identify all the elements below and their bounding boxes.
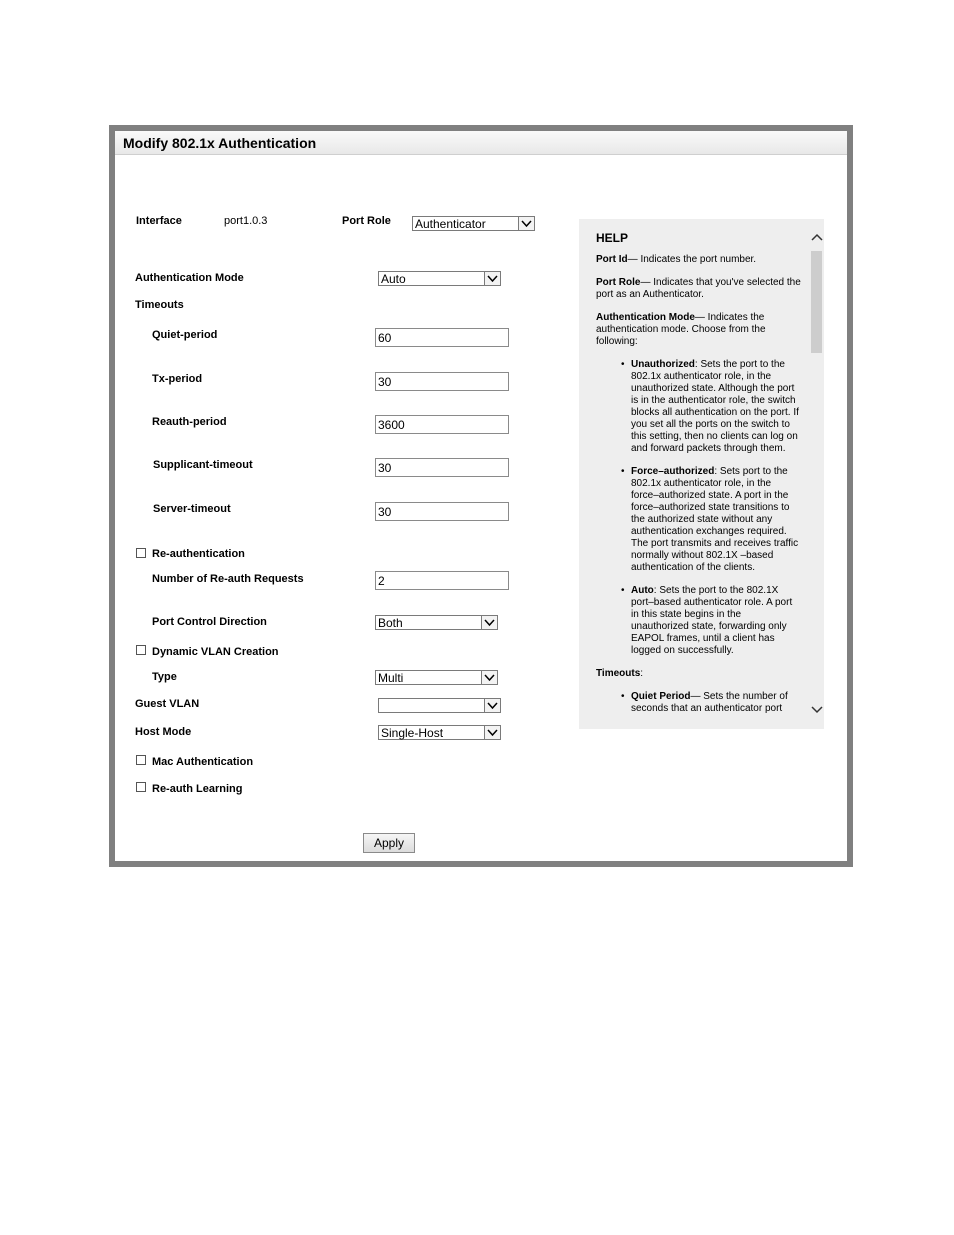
type-select[interactable] xyxy=(375,670,498,685)
chevron-down-icon[interactable] xyxy=(481,671,497,684)
supplicant-timeout-field[interactable] xyxy=(376,459,508,476)
server-timeout-input[interactable] xyxy=(375,502,509,521)
tx-period-field[interactable] xyxy=(376,373,508,390)
help-scrollbar[interactable] xyxy=(810,219,824,729)
mac-auth-label: Mac Authentication xyxy=(152,756,254,768)
tx-period-input[interactable] xyxy=(375,372,509,391)
type-label: Type xyxy=(152,671,177,683)
help-force-authorized-text: : Sets port to the 802.1x authenticator role, in the force–authorized state. A port in the force–authorized state transitions to the authorized state without any authentication exchanges required. The port transmits and receives traffic normally without 802.1X –based authentication of the clients. xyxy=(631,466,799,573)
help-scroll-thumb[interactable] xyxy=(811,251,822,353)
reauth-requests-field[interactable] xyxy=(376,572,508,589)
help-auto-term: Auto xyxy=(631,585,654,596)
help-timeouts-heading xyxy=(596,668,801,680)
port-role-selected: Authenticator xyxy=(415,217,486,231)
chevron-down-icon[interactable] xyxy=(481,616,497,629)
port-role-select[interactable] xyxy=(412,216,535,231)
host-mode-label: Host Mode xyxy=(135,726,192,738)
auth-mode-selected: Auto xyxy=(381,272,406,286)
port-control-select[interactable] xyxy=(375,615,498,630)
dialog-body xyxy=(115,131,847,861)
help-auto-item xyxy=(631,585,801,657)
help-force-authorized-term: Force–authorized xyxy=(631,466,715,477)
interface-value: port1.0.3 xyxy=(224,215,268,227)
auth-mode-label: Authentication Mode xyxy=(135,272,244,284)
dialog-frame xyxy=(109,125,853,867)
help-auto-text: : Sets the port to the 802.1X port–based authenticator role. A port in this state begins in the unauthorized state, forwarding only EAPOL frames, until a client has logged on successfully. xyxy=(631,585,793,656)
port-control-label: Port Control Direction xyxy=(152,616,267,628)
interface-label: Interface xyxy=(136,215,182,227)
reauth-period-label: Reauth-period xyxy=(152,416,227,428)
server-timeout-field[interactable] xyxy=(376,503,508,520)
quiet-period-label: Quiet-period xyxy=(152,329,218,341)
chevron-down-icon[interactable] xyxy=(484,272,500,285)
host-mode-select[interactable] xyxy=(378,725,501,740)
reauth-period-input[interactable] xyxy=(375,415,509,434)
help-port-role-text: — Indicates that you've selected the port as an Authenticator. xyxy=(596,277,801,300)
help-unauthorized-text: : Sets the port to the 802.1x authenticator role, in the unauthorized state. Although the port is in the authenticator role, the switch blocks all authentication on the port. If you set all the ports on the switch to this setting, then no clients can log on and forward packets through them. xyxy=(631,359,799,454)
chevron-down-icon[interactable] xyxy=(811,705,823,717)
help-port-id-term: Port Id xyxy=(596,254,628,265)
reauth-learning-checkbox[interactable] xyxy=(136,782,146,792)
reauthentication-checkbox[interactable] xyxy=(136,548,146,558)
guest-vlan-select[interactable] xyxy=(378,698,501,713)
port-role-label: Port Role xyxy=(342,215,391,227)
supplicant-timeout-label: Supplicant-timeout xyxy=(153,459,253,471)
help-auth-mode-term: Authentication Mode xyxy=(596,312,695,323)
help-unauthorized-term: Unauthorized xyxy=(631,359,695,370)
dynamic-vlan-checkbox[interactable] xyxy=(136,645,146,655)
dialog-titlebar xyxy=(115,131,847,155)
supplicant-timeout-input[interactable] xyxy=(375,458,509,477)
quiet-period-input[interactable] xyxy=(375,328,509,347)
help-quiet-term: Quiet Period xyxy=(631,691,691,702)
reauth-requests-label: Number of Re-auth Requests xyxy=(152,573,304,585)
help-auth-mode-text: — Indicates the authentication mode. Choose from the following: xyxy=(596,312,766,347)
help-quiet-item xyxy=(631,691,801,715)
chevron-down-icon[interactable] xyxy=(484,699,500,712)
help-port-id-text: — Indicates the port number. xyxy=(627,254,757,265)
dialog-title: Modify 802.1x Authentication xyxy=(123,135,317,151)
type-selected: Multi xyxy=(378,671,404,685)
reauth-requests-input[interactable] xyxy=(375,571,509,590)
help-timeouts-heading-text: Timeouts xyxy=(596,668,641,679)
help-mode-list xyxy=(596,359,801,657)
help-port-role xyxy=(596,277,801,301)
chevron-up-icon[interactable] xyxy=(811,233,823,245)
help-timeouts-colon: : xyxy=(640,668,644,679)
server-timeout-label: Server-timeout xyxy=(153,503,231,515)
help-port-id xyxy=(596,254,801,266)
help-content xyxy=(596,231,801,726)
mac-auth-checkbox[interactable] xyxy=(136,755,146,765)
chevron-down-icon[interactable] xyxy=(518,217,534,230)
apply-button[interactable]: Apply xyxy=(363,833,415,853)
help-port-role-term: Port Role xyxy=(596,277,641,288)
help-force-authorized-item xyxy=(631,466,801,574)
help-auth-mode xyxy=(596,312,801,348)
help-timeouts-list xyxy=(596,691,801,715)
guest-vlan-label: Guest VLAN xyxy=(135,698,200,710)
reauth-period-field[interactable] xyxy=(376,416,508,433)
auth-mode-select[interactable] xyxy=(378,271,501,286)
timeouts-label: Timeouts xyxy=(135,299,184,311)
chevron-down-icon[interactable] xyxy=(484,726,500,739)
tx-period-label: Tx-period xyxy=(152,373,203,385)
port-control-selected: Both xyxy=(378,616,403,630)
help-quiet-text: — Sets the number of seconds that an authenticator port xyxy=(631,691,788,714)
dynamic-vlan-label: Dynamic VLAN Creation xyxy=(152,646,279,658)
help-title: HELP xyxy=(596,231,629,245)
help-panel[interactable] xyxy=(579,219,824,729)
quiet-period-field[interactable] xyxy=(376,329,508,346)
help-unauthorized-item xyxy=(631,359,801,455)
reauthentication-label: Re-authentication xyxy=(152,548,245,560)
host-mode-selected: Single-Host xyxy=(381,726,444,740)
reauth-learning-label: Re-auth Learning xyxy=(152,783,243,795)
